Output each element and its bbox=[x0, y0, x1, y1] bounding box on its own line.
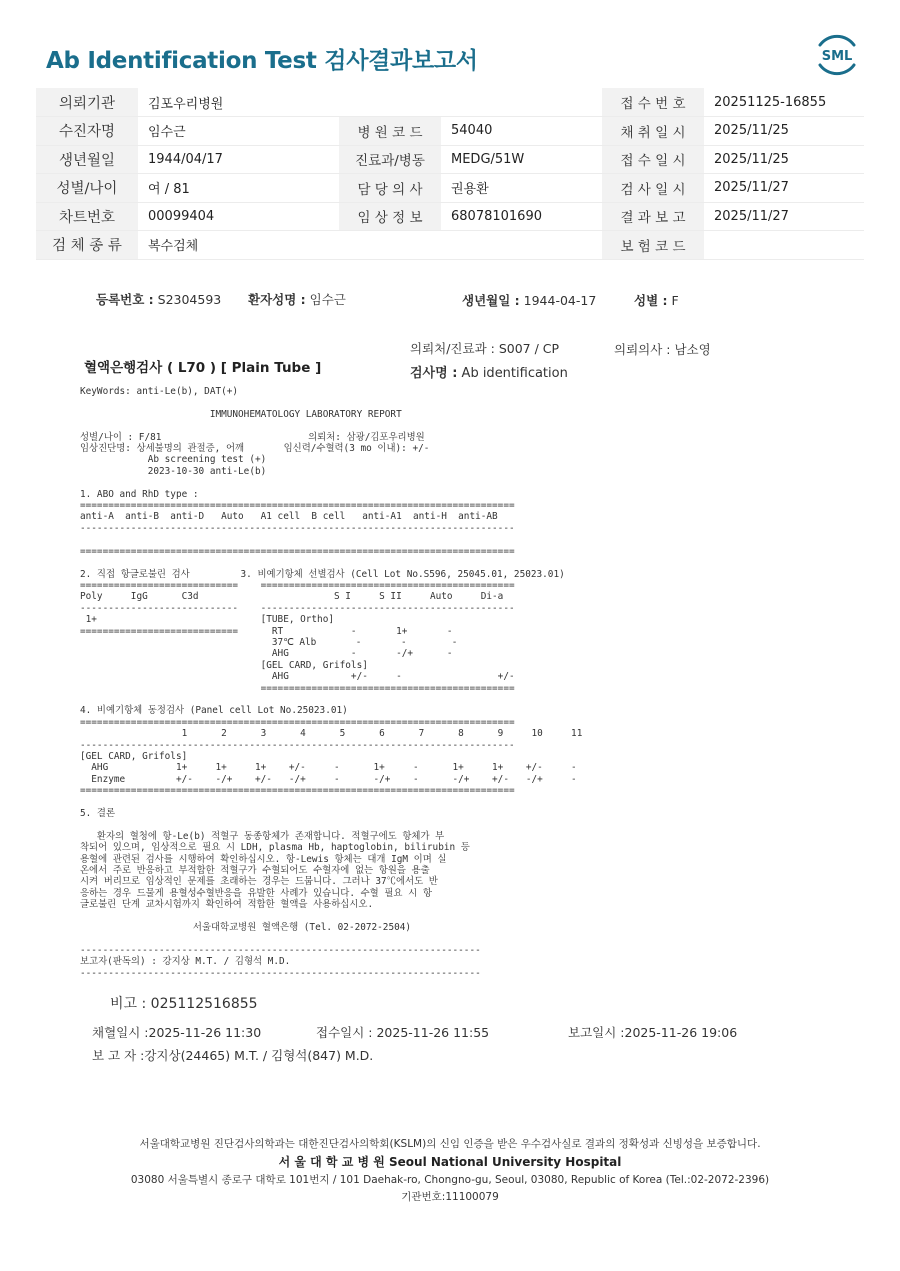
sml-logo bbox=[812, 30, 862, 80]
info-label: 채 취 일 시 bbox=[602, 117, 704, 146]
info-row bbox=[36, 231, 864, 260]
reporter: 보 고 자 :강지상(24465) M.T. / 김형석(847) M.D. bbox=[92, 1048, 374, 1063]
info-label: 성별/나이 bbox=[36, 174, 138, 203]
collect-time: 채혈일시 :2025-11-26 11:30 bbox=[92, 1025, 262, 1040]
info-label: 결 과 보 고 bbox=[602, 202, 704, 231]
logo-text: SML bbox=[821, 49, 853, 64]
referring-dept: 의뢰처/진료과 : S007 / CP bbox=[410, 341, 560, 356]
patient-sex: 성별 : F bbox=[634, 293, 679, 308]
info-value: MEDG/51W bbox=[441, 145, 602, 174]
info-label bbox=[339, 231, 441, 260]
info-value: 임수근 bbox=[138, 117, 339, 146]
info-value: 54040 bbox=[441, 117, 602, 146]
info-value: 2025/11/25 bbox=[704, 145, 864, 174]
info-label: 담 당 의 사 bbox=[339, 174, 441, 203]
info-row bbox=[36, 202, 864, 231]
info-label bbox=[339, 88, 441, 117]
info-label: 의뢰기관 bbox=[36, 88, 138, 117]
info-label: 진료과/병동 bbox=[339, 145, 441, 174]
test-name: 검사명 : Ab identification bbox=[410, 366, 568, 381]
info-value: 00099404 bbox=[138, 202, 339, 231]
info-label: 병 원 코 드 bbox=[339, 117, 441, 146]
info-value: 여 / 81 bbox=[138, 174, 339, 203]
report-title: Ab Identification Test 검사결과보고서 bbox=[46, 48, 478, 74]
patient-name: 환자성명 : 임수근 bbox=[248, 292, 346, 307]
info-value: 2025/11/27 bbox=[704, 174, 864, 203]
info-label: 임 상 정 보 bbox=[339, 202, 441, 231]
info-row bbox=[36, 145, 864, 174]
info-value: 권용환 bbox=[441, 174, 602, 203]
info-label: 접 수 번 호 bbox=[602, 88, 704, 117]
remark: 비고 : 025112516855 bbox=[110, 996, 258, 1012]
info-label: 보 험 코 드 bbox=[602, 231, 704, 260]
info-label: 생년월일 bbox=[36, 145, 138, 174]
info-label: 차트번호 bbox=[36, 202, 138, 231]
info-label: 검 체 종 류 bbox=[36, 231, 138, 260]
info-value bbox=[441, 231, 602, 260]
agency-number: 기관번호:11100079 bbox=[401, 1191, 499, 1203]
report-time: 보고일시 :2025-11-26 19:06 bbox=[568, 1025, 738, 1040]
test-group: 혈액은행검사 ( L70 ) [ Plain Tube ] bbox=[84, 360, 322, 376]
info-value: 복수검체 bbox=[138, 231, 339, 260]
info-value: 2025/11/27 bbox=[704, 202, 864, 231]
receive-time: 접수일시 : 2025-11-26 11:55 bbox=[316, 1025, 490, 1040]
info-label: 접 수 일 시 bbox=[602, 145, 704, 174]
patient-birth: 생년월일 : 1944-04-17 bbox=[462, 293, 597, 308]
lab-report-body: KeyWords: anti-Le(b), DAT(+) IMMUNOHEMATOLOGY LABORATORY REPORT 성별/나이 : F/81 의뢰처: 삼광/김포우리병원 임상진단명: 상세불명의 관절증, 어깨 임신력/수혈력(3 mo 이내): +/- Ab screening test (+) 2023-10-30 anti-Le(b) 1. ABO and RhD type : ============================================================================= anti-A anti-B anti-D Auto A1 cell B cell anti-A1 anti-H anti-AB ----------------------------------------------------------------------------- ============================================================================= 2. 직접 항글로불린 검사 3. 비예기항체 선별검사 (Cell Lot No.S596, 25045.01, 25023.01) ============================ ============================================= Poly IgG C3d S I S II Auto Di-a ---------------------------- --------------------------------------------- 1+ [TUBE, Ortho] ============================ RT - 1+ - 37℃ Alb - - - AHG - -/+ - [GEL CARD, Grifols] AHG +/- - +/- ============================================= 4. 비예기항체 동정검사 (Panel cell Lot No.25023.01) ============================================================================= 1 2 3 4 5 6 7 8 9 10 11 ----------------------------------------------------------------------------- [GEL CARD, Grifols] AHG 1+ 1+ 1+ +/- - 1+ - 1+ 1+ +/- - Enzyme +/- -/+ +/- -/+ - -/+ - -/+ +/- -/+ - ============================================================================= 5. 결론 환자의 혈청에 항-Le(b) 적혈구 동종항체가 존재합니다. 적혈구에도 항체가 부 착되어 있으며, 임상적으로 필요 시 LDH, plasma Hb, haptoglobin, bilirubin 등 용혈에 관련된 검사를 시행하여 확인하십시오. 항-Lewis 항체는 대개 IgM 이며 실 온에서 주로 반응하고 부적합한 적혈구가 수혈되어도 수혈자에 없는 항원을 용출 시켜 버리므로 임상적인 문제를 초래하는 경우는 드뭅니다. 그러나 37℃에서도 반 응하는 경우 드물게 용혈성수혈반응을 유발한 사례가 있습니다. 수혈 필요 시 항 글로불린 단계 교차시험까지 확인하여 적합한 혈액을 사용하십시오. 서울대학교병원 혈액은행 (Tel. 02-2072-2504) ----------------------------------------------------------------------- 보고자(판독의) : 강지상 M.T. / 김형석 M.D. ----------------------------------------------------------------------- bbox=[80, 386, 583, 979]
info-row bbox=[36, 174, 864, 203]
certification-note: 서울대학교병원 진단검사의학과는 대한진단검사의학회(KSLM)의 신임 인증을 받은 우수검사실로 결과의 정확성과 신빙성을 보증합니다. bbox=[139, 1138, 761, 1150]
info-value: 68078101690 bbox=[441, 202, 602, 231]
info-value: 2025/11/25 bbox=[704, 117, 864, 146]
patient-info-table bbox=[36, 88, 864, 260]
info-label: 수진자명 bbox=[36, 117, 138, 146]
hospital-name: 서 울 대 학 교 병 원 Seoul National University Hospital bbox=[278, 1155, 622, 1169]
info-value bbox=[441, 88, 602, 117]
info-label: 검 사 일 시 bbox=[602, 174, 704, 203]
info-row bbox=[36, 88, 864, 117]
info-value bbox=[704, 231, 864, 260]
referring-doctor: 의뢰의사 : 남소영 bbox=[614, 342, 711, 357]
info-value: 20251125-16855 bbox=[704, 88, 864, 117]
info-row bbox=[36, 117, 864, 146]
registration-number: 등록번호 : S2304593 bbox=[96, 292, 222, 307]
info-value: 김포우리병원 bbox=[138, 88, 339, 117]
hospital-address: 03080 서울특별시 종로구 대학로 101번지 / 101 Daehak-ro, Chongno-gu, Seoul, 03080, Republic of Korea (Tel.:02-2072-2396) bbox=[130, 1174, 770, 1186]
info-value: 1944/04/17 bbox=[138, 145, 339, 174]
